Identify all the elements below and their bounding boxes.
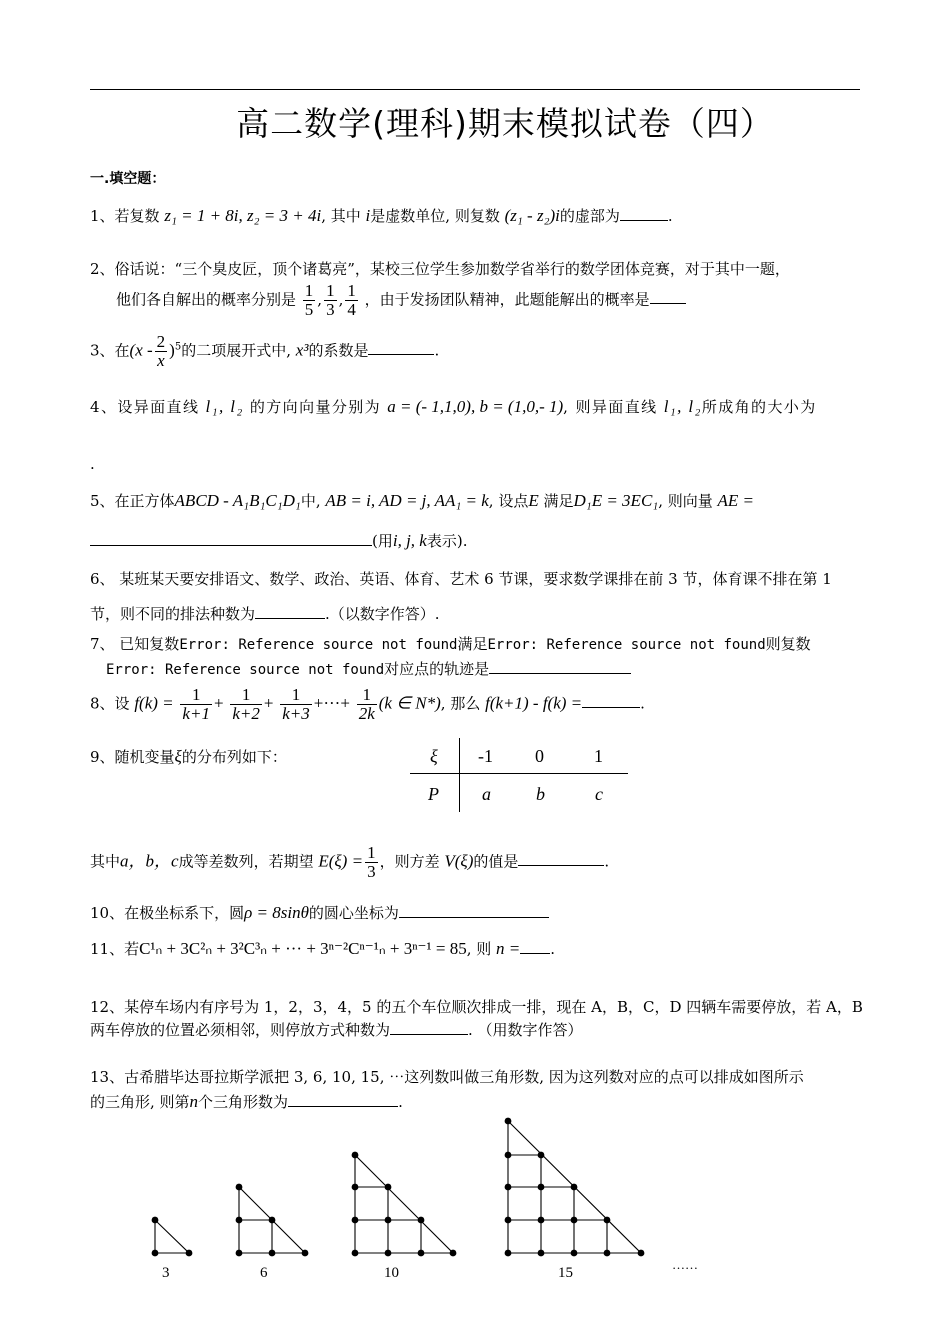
distribution-table: ξ -1 0 1 P a b c bbox=[410, 738, 630, 814]
triangle-10 bbox=[355, 1155, 453, 1253]
question-7-line1: 7、 已知复数Error: Reference source not found满足Error: Reference source not found则复数 bbox=[90, 635, 811, 653]
question-11: 11、若C¹ₙ + 3C²ₙ + 3²C³ₙ + ··· + 3ⁿ⁻²Cⁿ⁻¹ₙ + 3ⁿ⁻¹ = 85, 则 n = . bbox=[90, 939, 556, 958]
q1-expr2: (z₁ - z₂)i bbox=[504, 206, 560, 225]
label-3: 3 bbox=[162, 1265, 170, 1281]
answer-blank[interactable] bbox=[650, 302, 686, 304]
question-12-line1: 12、某停车场内有序号为 1，2，3，4，5 的五个车位顺次排成一排，现在 A，B，C，D 四辆车需要停放，若 A，B bbox=[90, 998, 863, 1016]
q1-expr: z₁ = 1 + 8i, z₂ = 3 + 4i bbox=[164, 206, 322, 225]
label-10: 10 bbox=[384, 1265, 399, 1281]
fraction: $\frac{1}{k+2}$ bbox=[232, 685, 260, 723]
question-10: 10、在极坐标系下，圆ρ = 8sinθ的圆心坐标为 bbox=[90, 902, 549, 923]
page-title: 高二数学(理科)期末模拟试卷（四） bbox=[236, 104, 774, 143]
question-5: 5、在正方体ABCD - A₁B₁C₁D₁中, AB = i, AD = j, AA₁ = k, 设点E 满足D₁E = 3EC₁, 则向量 AE = bbox=[90, 491, 755, 510]
fraction: $\frac{1}{k+3}$ bbox=[282, 685, 310, 723]
answer-blank[interactable] bbox=[255, 617, 325, 619]
header-rule bbox=[90, 89, 860, 90]
fraction: $\frac{1}{2k}$ bbox=[358, 685, 375, 723]
section-heading: 一.填空题： bbox=[90, 171, 166, 187]
ellipsis: …… bbox=[672, 1257, 698, 1272]
question-5-line2: (用i, j, k表示). bbox=[90, 530, 467, 551]
question-3: 3、在(x - $\frac{2}{x}$ )$^5$的二项展开式中, x³的系数是 . bbox=[90, 332, 440, 370]
label-6: 6 bbox=[260, 1265, 268, 1281]
fraction: $\frac{1}{3}$ bbox=[326, 281, 335, 319]
question-13-line1: 13、古希腊毕达哥拉斯学派把 3, 6, 10, 15, ⋯这列数叫做三角形数, 因为这列数对应的点可以排成如图所示 bbox=[90, 1068, 804, 1086]
answer-blank[interactable] bbox=[520, 952, 550, 954]
answer-blank[interactable] bbox=[288, 1105, 398, 1107]
answer-blank[interactable] bbox=[390, 1033, 468, 1035]
fraction: $\frac{1}{3}$ bbox=[367, 843, 376, 881]
question-2-line1: 2、俗话说：“三个臭皮匠，顶个诸葛亮”，某校三位学生参加数学省举行的数学团体竞赛，对于其中一题， bbox=[90, 260, 790, 278]
question-1: 1、若复数 z₁ = 1 + 8i, z₂ = 3 + 4i, 其中 i是虚数单位, 则复数 (z₁ - z₂)i的虚部为 . bbox=[90, 206, 673, 225]
answer-blank[interactable] bbox=[518, 864, 604, 866]
fraction: $\frac{2}{x}$ bbox=[156, 332, 166, 370]
triangular-numbers-figure bbox=[140, 1115, 720, 1285]
question-6-line1: 6、 某班某天要安排语文、数学、政治、英语、体育、艺术 6 节课，要求数学课排在前 3 节，体育课不排在第 1 bbox=[90, 570, 832, 588]
fraction: $\frac{1}{k+1}$ bbox=[182, 685, 210, 723]
triangle-dots-diagram bbox=[140, 1115, 720, 1285]
fraction: $\frac{1}{5}$ bbox=[304, 281, 314, 319]
question-8: 8、设 f(k) = $\frac{1}{k+1}$ + $\frac{1}{k+2}$ + $\frac{1}{k+3}$ +···+ $\frac{1}{2k}$ (k ∈ N*), 那么 f(k+1) - f(k) = . bbox=[90, 685, 645, 723]
answer-blank[interactable] bbox=[399, 916, 549, 918]
triangle-3 bbox=[155, 1220, 189, 1253]
answer-blank[interactable] bbox=[368, 353, 434, 355]
question-4: 4、设异面直线 l₁, l₂ 的方向向量分别为 a = (- 1,1,0), b = (1,0,- 1), 则异面直线 l₁, l₂所成角的大小为 bbox=[90, 397, 817, 416]
answer-blank[interactable] bbox=[489, 672, 631, 674]
answer-blank[interactable] bbox=[620, 219, 668, 221]
answer-blank[interactable] bbox=[582, 706, 640, 708]
answer-blank[interactable] bbox=[90, 544, 372, 546]
label-15: 15 bbox=[558, 1265, 573, 1281]
question-12-line2: 两车停放的位置必须相邻，则停放方式种数为 . （用数字作答） bbox=[90, 1021, 583, 1039]
question-2-line2: 他们各自解出的概率分别是 $\frac{1}{5}$ , $\frac{1}{3}$ , $\frac{1}{4}$ ，由于发扬团队精神，此题能解出的概率是 bbox=[116, 282, 686, 319]
question-4-end: . bbox=[90, 455, 95, 473]
question-7-line2: Error: Reference source not found对应点的轨迹是 bbox=[106, 658, 631, 679]
question-9: 9、随机变量ξ的分布列如下： bbox=[90, 747, 287, 766]
question-9-line2: 其中a，b，c成等差数列，若期望 E(ξ) = $\frac{1}{3}$ ，则方差 V(ξ)的值是 . bbox=[90, 843, 610, 881]
question-13-line2: 的三角形, 则第n个三角形数为 . bbox=[90, 1092, 403, 1111]
fraction: $\frac{1}{4}$ bbox=[347, 281, 356, 319]
question-6-line2: 节，则不同的排法种数为 .（以数字作答）. bbox=[90, 605, 440, 623]
